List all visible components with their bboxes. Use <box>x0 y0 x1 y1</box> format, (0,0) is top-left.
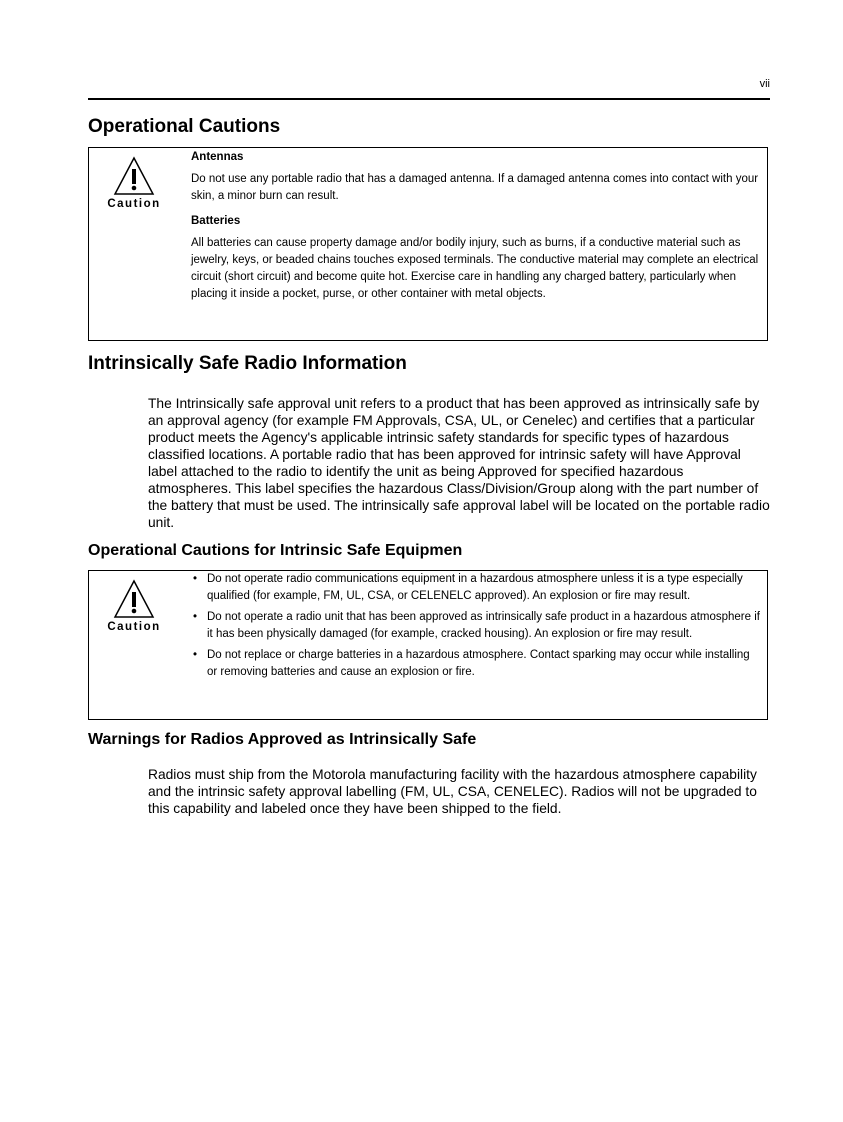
antennas-text: Do not use any portable radio that has a damaged antenna. If a damaged antenna comes into contact with your skin, a minor burn can result. <box>191 173 759 202</box>
caution-triangle-icon <box>113 156 155 196</box>
caution-triangle-icon <box>113 579 155 619</box>
page-number: vii <box>759 78 770 90</box>
warnings-heading: Warnings for Radios Approved as Intrinsically Safe <box>88 731 477 748</box>
operational-cautions-box <box>88 147 768 341</box>
intrinsically-safe-text: The Intrinsically safe approval unit refers to a product that has been approved as intrinsically safe by an approval agency (for example FM Approvals, CSA, UL, or Cenelec) and certifies that a particular product meets the Agency's applicable intrinsic safety standards for specific types of hazardous classified locations. A portable radio that has been approved for intrinsic safety will have Approval label attached to the radio to identify the unit as being Approved for specified hazardous atmospheres. This label specifies the hazardous Class/Division/Group along with the part number of the battery that must be used. The intrinsically safe approval label will be located on the portable radio unit. <box>148 396 770 530</box>
intrinsically-safe-heading: Intrinsically Safe Radio Information <box>88 353 407 374</box>
caution-bullet: • Do not replace or charge batteries in a hazardous atmosphere. Contact sparking may occur while installing or removing batteries and cause an explosion or fire. <box>191 647 761 681</box>
antennas-section <box>191 149 761 303</box>
caution-label: Caution <box>107 621 161 633</box>
caution-marker <box>89 571 179 633</box>
caution-bullet: • Do not operate radio communications equipment in a hazardous atmosphere unless it is a type especially qualified (for example, FM, UL, CSA, or CELENELC approved). An explosion or fire may result. <box>191 571 761 605</box>
warnings-text: Radios must ship from the Motorola manufacturing facility with the hazardous atmosphere capability and the intrinsic safety approval labelling (FM, UL, CSA, CENELEC). Radios will not be upgraded to this capability and labeled once they have been shipped to the field. <box>148 767 757 816</box>
caution-label: Caution <box>107 198 161 210</box>
antennas-heading: Antennas <box>191 151 244 163</box>
caution-marker <box>89 148 179 210</box>
caution-bullet-list <box>191 571 761 681</box>
batteries-heading: Batteries <box>191 215 241 227</box>
intrinsic-cautions-box <box>88 570 768 720</box>
header-rule <box>88 98 770 100</box>
intrinsic-cautions-heading: Operational Cautions for Intrinsic Safe Equipmen <box>88 542 463 559</box>
batteries-text: All batteries can cause property damage and/or bodily injury, such as burns, if a conductive material such as jewelry, keys, or beaded chains touches exposed terminals. The conductive material may complete an electrical circuit (short circuit) and become quite hot. Exercise care in handling any charged battery, particularly when placing it inside a pocket, purse, or other container with metal objects. <box>191 237 759 300</box>
caution-bullet: • Do not operate a radio unit that has been approved as intrinsically safe product in a hazardous atmosphere if it has been physically damaged (for example, cracked housing). An explosion or fire may result. <box>191 609 761 643</box>
intrinsic-cautions-content <box>191 571 761 685</box>
operational-cautions-heading: Operational Cautions <box>88 116 281 137</box>
